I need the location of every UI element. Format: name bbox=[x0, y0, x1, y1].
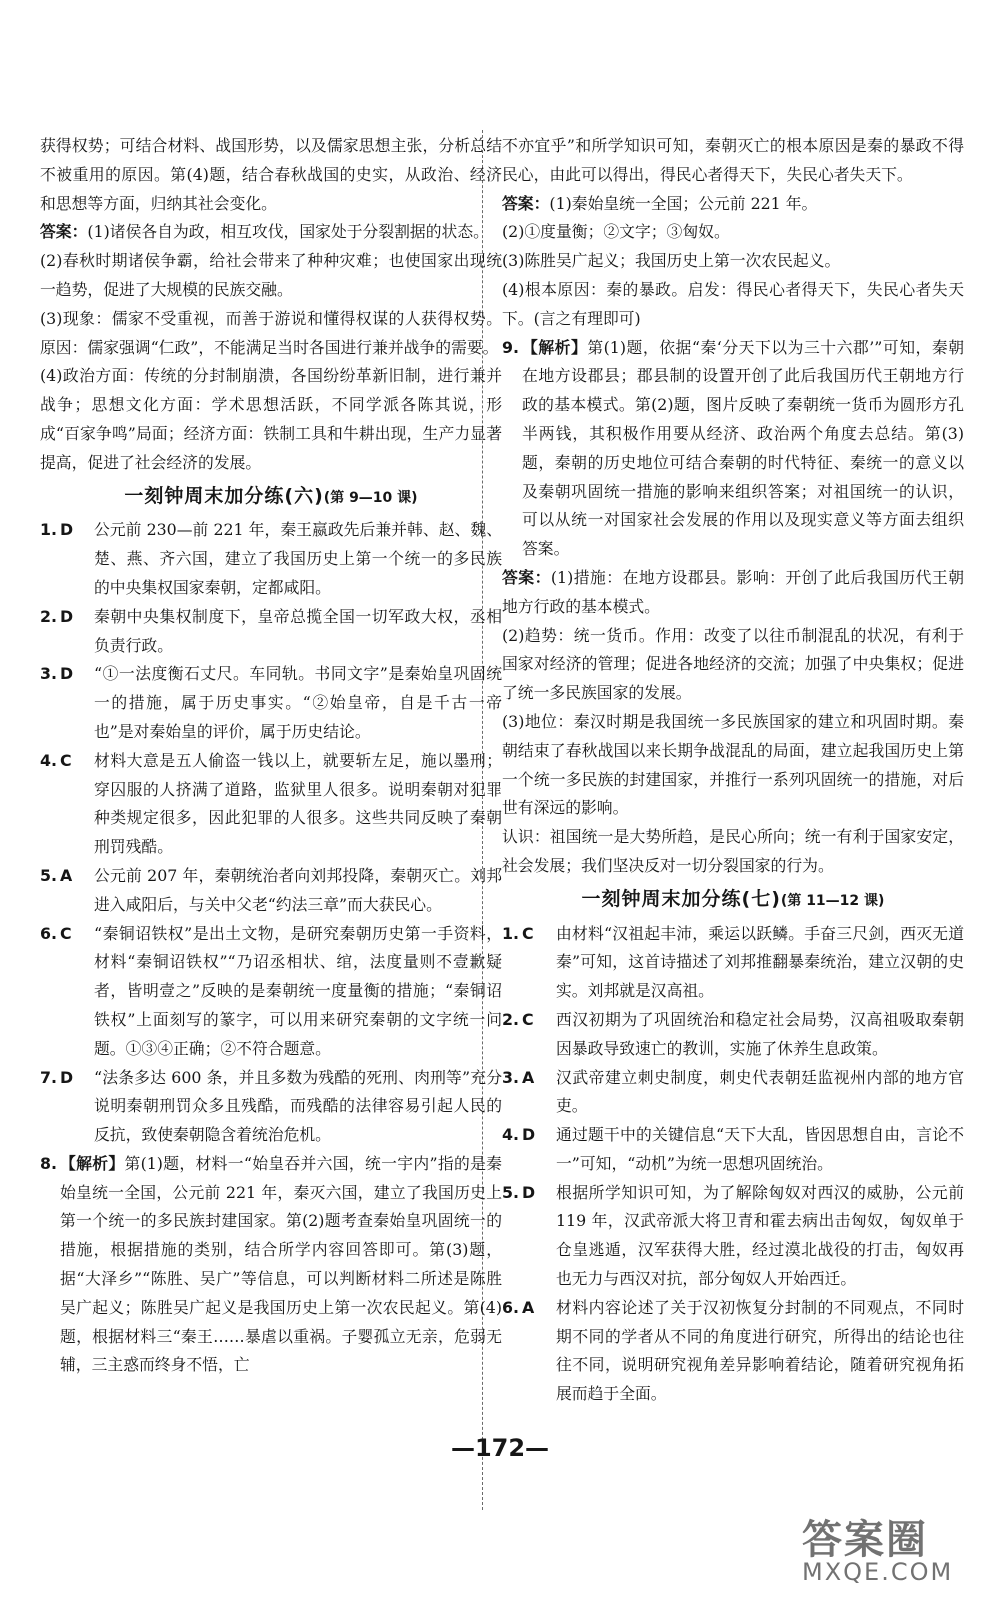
answer-letter: D bbox=[60, 520, 74, 540]
question-explanation: 西汉初期为了巩固统治和稳定社会局势，汉高祖吸取秦朝因暴政导致速亡的教训，实施了休养生息政策。 bbox=[556, 1009, 964, 1058]
continued-analysis: 获得权势；可结合材料、战国形势，以及儒家思想主张，分析总结不被重用的原因。第(4)题，结合春秋战国的史实，从政治、经济和思想等方面，归纳其社会变化。 bbox=[40, 136, 502, 213]
question-explanation: “①一法度衡石丈尺。车同轨。书同文字”是秦始皇巩固统一的措施，属于历史事实。“②始皇帝，自是千古一帝也”是对秦始皇的评价，属于历史结论。 bbox=[94, 664, 502, 741]
question-item bbox=[502, 1121, 964, 1179]
answer-letter: D bbox=[60, 606, 74, 626]
answer-letter: A bbox=[60, 865, 73, 885]
question-item bbox=[40, 660, 502, 746]
answer-3: (3)现象：儒家不受重视，而善于游说和懂得权谋的人获得权势。原因：儒家强调“仁政”，不能满足当时各国进行兼并战争的需要。 bbox=[40, 308, 502, 357]
answer-1 bbox=[502, 564, 964, 622]
answer-4: 认识：祖国统一是大势所趋，是民心所向；统一有利于国家安定，社会发展；我们坚决反对一切分裂国家的行为。 bbox=[502, 827, 964, 875]
question-number: 6. bbox=[40, 923, 57, 943]
answer-3: (3)陈胜吴广起义；我国历史上第一次农民起义。 bbox=[502, 251, 841, 271]
analysis-text: 第(1)题，依据“秦‘分天下以为三十六郡’”可知，秦朝在地方设郡县；郡县制的设置开创了此后我国历代王朝地方行政的基本模式。第(2)题，图片反映了秦朝统一货币为圆形方孔半两钱，其积极作用要从经济、政治两个角度去总结。第(3)题，秦朝的历史地位可结合秦朝的时代特征、秦统一的意义以及秦朝巩固统一措施的影响来组织答案；对祖国统一的认识，可以从统一对国家社会发展的作用以及现实意义等方面去组织答案。 bbox=[522, 337, 964, 559]
watermark-text: 答案圈 bbox=[802, 1517, 928, 1563]
question-item bbox=[40, 516, 502, 602]
section-title-7 bbox=[502, 885, 964, 916]
answer-text: (1)秦始皇统一全国；公元前 221 年。 bbox=[549, 193, 818, 213]
section-title-text: 一刻钟周末加分练(七) bbox=[581, 887, 781, 910]
answer-letter: A bbox=[522, 1297, 535, 1317]
question-number: 3. bbox=[502, 1067, 519, 1087]
answer-label: 答案： bbox=[502, 567, 551, 587]
question-explanation: 通过题干中的关键信息“天下大乱，皆因思想自由，言论不一”可知，“动机”为统一思想巩固统治。 bbox=[556, 1125, 964, 1173]
question-number: 6. bbox=[502, 1297, 519, 1317]
analysis-text: 第(1)题，材料一“始皇吞并六国，统一宇内”指的是秦始皇统一全国，公元前 221 年，秦灭六国，建立了我国历史上第一个统一的多民族封建国家。第(2)题考查秦始皇巩固统一的措施，根据措施的类别，结合所学内容回答即可。第(3)题，据“大泽乡”“陈胜、吴广”等信息，可以判断材料二所述是陈胜吴广起义；陈胜吴广起义是我国历史上第一次农民起义。第(4)题，根据材料三“秦王……暴虐以重祸。子婴孤立无亲，危弱无辅，三主惑而终身不悟，亡 bbox=[60, 1153, 502, 1375]
answer-letter: C bbox=[522, 923, 534, 943]
question-number: 2. bbox=[502, 1009, 519, 1029]
answer-1 bbox=[502, 190, 964, 219]
question-item bbox=[40, 920, 502, 1064]
answer-letter: D bbox=[60, 664, 74, 684]
question-explanation: 材料大意是五人偷盗一钱以上，就要斩左足，施以墨刑；穿囚服的人挤满了道路，监狱里人很多。说明秦朝对犯罪种类规定很多，因此犯罪的人很多。这些共同反映了秦朝刑罚残酷。 bbox=[94, 750, 502, 857]
question-explanation: 由材料“汉祖起丰沛，乘运以跃鳞。手奋三尺剑，西灭无道秦”可知，这首诗描述了刘邦推翻暴秦统治，建立汉朝的史实。刘邦就是汉高祖。 bbox=[556, 923, 964, 1001]
question-explanation bbox=[522, 334, 964, 564]
section-title-6 bbox=[40, 482, 502, 513]
question-explanation: “法条多达 600 条，并且多数为残酷的死刑、肉刑等”充分说明秦朝刑罚众多且残酷，而残酷的法律容易引起人民的反抗，致使秦朝隐含着统治危机。 bbox=[94, 1067, 502, 1145]
question-number: 3. bbox=[40, 664, 57, 684]
question-number: 1. bbox=[502, 923, 519, 943]
continued-analysis: 不亦宜乎”和所学知识可知，秦朝灭亡的根本原因是秦的暴政不得民心，由此可以得出，得民心者得天下，失民心者失天下。 bbox=[502, 136, 964, 184]
question-number: 5. bbox=[502, 1182, 519, 1202]
answer-3: (3)地位：秦汉时期是我国统一多民族国家的建立和巩固时期。秦朝结束了春秋战国以来长期争战混乱的局面，建立起我国历史上第一个统一多民族的封建国家，并推行一系列巩固统一的措施，对后世有深远的影响。 bbox=[502, 711, 964, 818]
question-item bbox=[502, 1064, 964, 1122]
question-item bbox=[40, 603, 502, 661]
answer-label: 答案： bbox=[40, 222, 88, 242]
answer-letter: C bbox=[60, 923, 72, 943]
answer-4: (4)根本原因：秦的暴政。启发：得民心者得天下，失民心者失天下。(言之有理即可) bbox=[502, 279, 964, 328]
answer-letter: C bbox=[60, 750, 72, 770]
answer-text: (1)措施：在地方设郡县。影响：开创了此后我国历代王朝地方行政的基本模式。 bbox=[502, 567, 964, 616]
question-number: 2. bbox=[40, 606, 57, 626]
answer-2: (2)趋势：统一货币。作用：改变了以往币制混乱的状况，有利于国家对经济的管理；促进各地经济的交流；加强了中央集权；促进了统一多民族国家的发展。 bbox=[502, 625, 964, 703]
question-explanation: “秦铜诏铁权”是出土文物，是研究秦朝历史第一手资料，材料“秦铜诏铁权”“乃诏丞相状、绾，法度量则不壹歉疑者，皆明壹之”反映的是秦朝统一度量衡的措施；“秦铜诏铁权”上面刻写的篆字，可以用来研究秦朝的文字统一问题。①③④正确；②不符合题意。 bbox=[94, 923, 502, 1058]
answer-text: (1)诸侯各自为政，相互攻伐，国家处于分裂割据的状态。 bbox=[87, 222, 489, 242]
right-column bbox=[502, 132, 964, 1409]
question-number: 5. bbox=[40, 865, 57, 885]
question-number: 9. bbox=[502, 337, 519, 357]
answer-1 bbox=[40, 218, 502, 247]
question-number: 7. bbox=[40, 1067, 57, 1087]
question-item bbox=[40, 1064, 502, 1150]
analysis-tag: 【解析】 bbox=[60, 1153, 125, 1173]
question-item bbox=[502, 1179, 964, 1294]
answer-letter: A bbox=[522, 1067, 535, 1087]
question-item bbox=[502, 1006, 964, 1064]
question-number: 4. bbox=[502, 1125, 519, 1145]
question-explanation: 公元前 207 年，秦朝统治者向刘邦投降，秦朝灭亡。刘邦进入咸阳后，与关中父老“约法三章”而大获民心。 bbox=[94, 865, 502, 914]
watermark-url: MXQE.COM bbox=[802, 1558, 954, 1586]
section-subtitle: (第 9—10 课) bbox=[323, 489, 418, 506]
answer-letter: D bbox=[522, 1182, 536, 1202]
answer-label: 答案： bbox=[502, 193, 550, 213]
left-column bbox=[40, 132, 502, 1380]
question-explanation: 秦朝中央集权制度下，皇帝总揽全国一切军政大权，丞相负责行政。 bbox=[94, 606, 502, 655]
question-item bbox=[502, 1294, 964, 1409]
question-explanation: 公元前 230—前 221 年，秦王嬴政先后兼并韩、赵、魏、楚、燕、齐六国，建立了我国历史上第一个统一的多民族的中央集权国家秦朝，定都咸阳。 bbox=[94, 520, 502, 597]
question-number: 4. bbox=[40, 750, 57, 770]
question-item bbox=[40, 862, 502, 920]
answer-letter: D bbox=[522, 1125, 536, 1145]
answer-2: (2)春秋时期诸侯争霸，给社会带来了种种灾难；也使国家出现统一趋势，促进了大规模的民族交融。 bbox=[40, 251, 502, 299]
question-item bbox=[502, 920, 964, 1006]
question-number: 8. bbox=[40, 1153, 57, 1173]
question-explanation: 材料内容论述了关于汉初恢复分封制的不同观点，不同时期不同的学者从不同的角度进行研究，所得出的结论也往往不同，说明研究视角差异影响着结论，随着研究视角拓展而趋于全面。 bbox=[556, 1297, 964, 1404]
question-explanation bbox=[60, 1150, 502, 1380]
answer-letter: D bbox=[60, 1067, 74, 1087]
question-number: 1. bbox=[40, 520, 57, 540]
analysis-tag: 【解析】 bbox=[522, 337, 588, 357]
answer-4: (4)政治方面：传统的分封制崩溃，各国纷纷革新旧制，进行兼并战争；思想文化方面：学术思想活跃，不同学派各陈其说，形成“百家争鸣”局面；经济方面：铁制工具和牛耕出现，生产力显著提高，促进了社会经济的发展。 bbox=[40, 366, 502, 472]
section-title-text: 一刻钟周末加分练(六) bbox=[124, 484, 324, 507]
section-subtitle: (第 11—12 课) bbox=[780, 892, 885, 909]
question-explanation: 汉武帝建立刺史制度，刺史代表朝廷监视州内部的地方官吏。 bbox=[556, 1067, 964, 1116]
answer-2: (2)①度量衡；②文字；③匈奴。 bbox=[502, 222, 730, 242]
answer-letter: C bbox=[522, 1009, 534, 1029]
question-item bbox=[502, 334, 964, 564]
question-item bbox=[40, 747, 502, 862]
question-explanation: 根据所学知识可知，为了解除匈奴对西汉的威胁，公元前 119 年，汉武帝派大将卫青和霍去病出击匈奴，匈奴单于仓皇逃遁，汉军获得大胜，经过漠北战役的打击，匈奴再也无力与西汉对抗，部分匈奴人开始西迁。 bbox=[556, 1182, 964, 1289]
page-number: —172— bbox=[450, 1434, 550, 1462]
watermark-logo bbox=[802, 1508, 972, 1590]
question-item bbox=[40, 1150, 502, 1380]
